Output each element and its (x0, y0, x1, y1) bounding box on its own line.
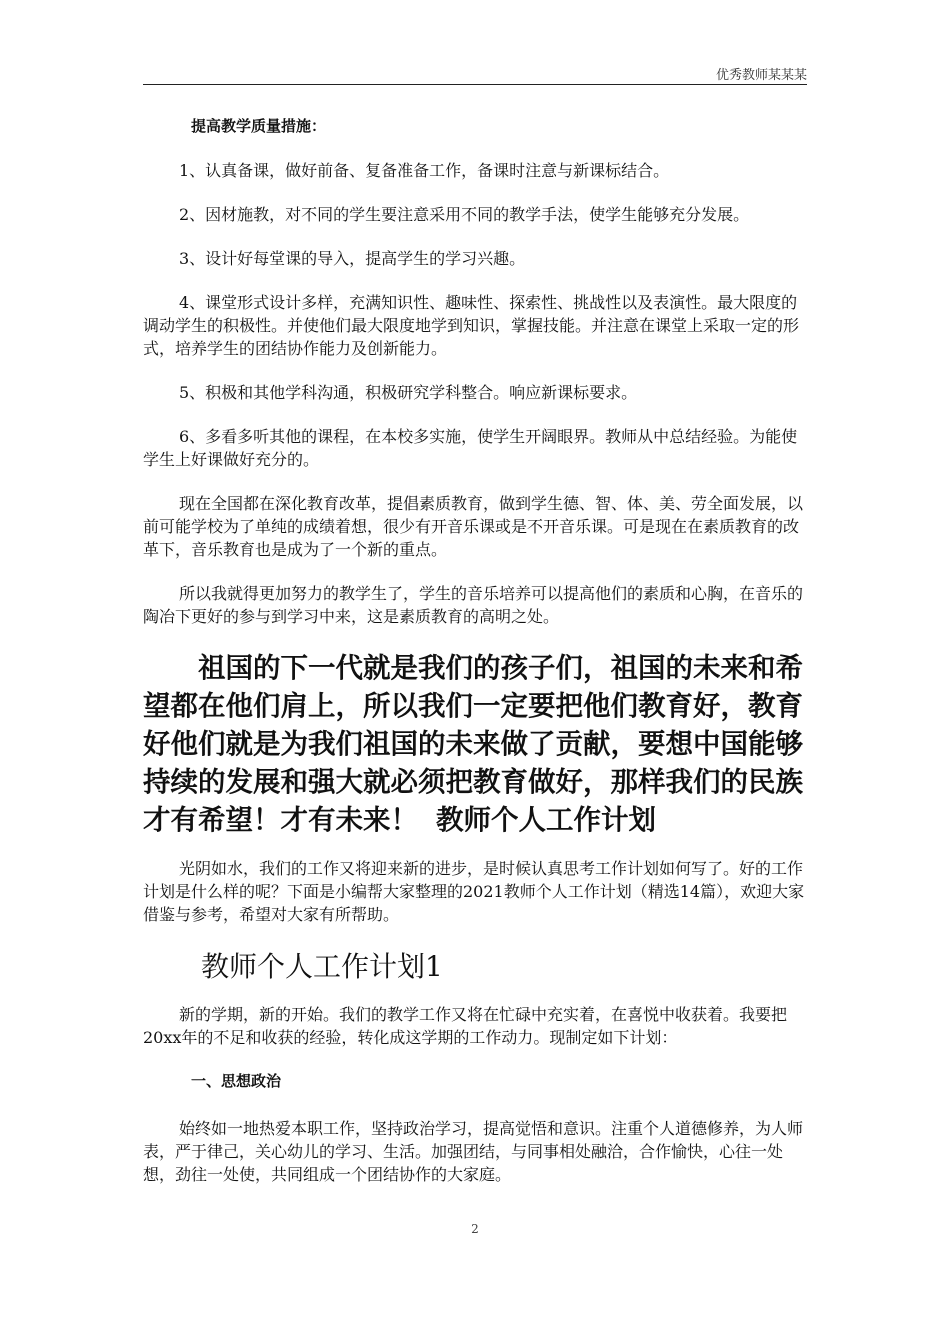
document-body (143, 115, 807, 1207)
body-paragraph: 所以我就得更加努力的教学生了，学生的音乐培养可以提高他们的素质和心胸，在音乐的陶冶下更好的参与到学习中来，这是素质教育的高明之处。 (143, 584, 804, 626)
emphasis-text: 祖国的下一代就是我们的孩子们，祖国的未来和希望都在他们肩上，所以我们一定要把他们教育好，教育好他们就是为我们祖国的未来做了贡献，要想中国能够持续的发展和强大就必须把教育做好，那样我们的民族才有希望！才有未来！ (143, 652, 803, 836)
emphasis-tail-title: 教师个人工作计划 (436, 804, 656, 836)
subsection-title: 一、思想政治 (191, 1072, 282, 1090)
measure-item: 5、积极和其他学科沟通，积极研究学科整合。响应新课标要求。 (179, 383, 638, 402)
measure-item: 4、课堂形式设计多样，充满知识性、趣味性、探索性、挑战性以及表演性。最大限度的调动学生的积极性。并使他们最大限度地学到知识，掌握技能。并注意在课堂上采取一定的形式，培养学生的团结协作能力及创新能力。 (143, 293, 800, 358)
emphasis-paragraph (143, 649, 807, 839)
page-number: 2 (471, 1222, 479, 1236)
section-title: 提高教学质量措施： (191, 117, 327, 135)
measure-item: 2、因材施教，对不同的学生要注意采用不同的教学手法，使学生能够充分发展。 (179, 205, 750, 224)
measure-item: 1、认真备课，做好前备、复备准备工作，备课时注意与新课标结合。 (179, 161, 670, 180)
body-paragraph: 现在全国都在深化教育改革，提倡素质教育，做到学生德、智、体、美、劳全面发展，以前可能学校为了单纯的成绩着想，很少有开音乐课或是不开音乐课。可是现在在素质教育的改革下，音乐教育也是成为了一个新的重点。 (143, 494, 804, 559)
intro-paragraph: 光阴如水，我们的工作又将迎来新的进步，是时候认真思考工作计划如何写了。好的工作计划是什么样的呢？下面是小编帮大家整理的2021教师个人工作计划（精选14篇），欢迎大家借鉴与参考，希望对大家有所帮助。 (143, 859, 805, 924)
measure-item: 6、多看多听其他的课程，在本校多实施，使学生开阔眼界。教师从中总结经验。为能使学生上好课做好充分的。 (143, 427, 798, 469)
plan-intro: 新的学期，新的开始。我们的教学工作又将在忙碌中充实着，在喜悦中收获着。我要把20xx年的不足和收获的经验，转化成这学期的工作动力。现制定如下计划： (143, 1005, 788, 1047)
page-header (143, 62, 807, 85)
measure-item: 3、设计好每堂课的导入，提高学生的学习兴趣。 (179, 249, 526, 268)
header-title: 优秀教师某某某 (715, 68, 807, 83)
subsection-text: 始终如一地热爱本职工作，坚持政治学习，提高觉悟和意识。注重个人道德修养，为人师表，严于律己，关心幼儿的学习、生活。加强团结，与同事相处融洽，合作愉快，心往一处想，劲往一处使，共同组成一个团结协作的大家庭。 (143, 1119, 804, 1184)
plan-title: 教师个人工作计划1 (201, 950, 443, 983)
